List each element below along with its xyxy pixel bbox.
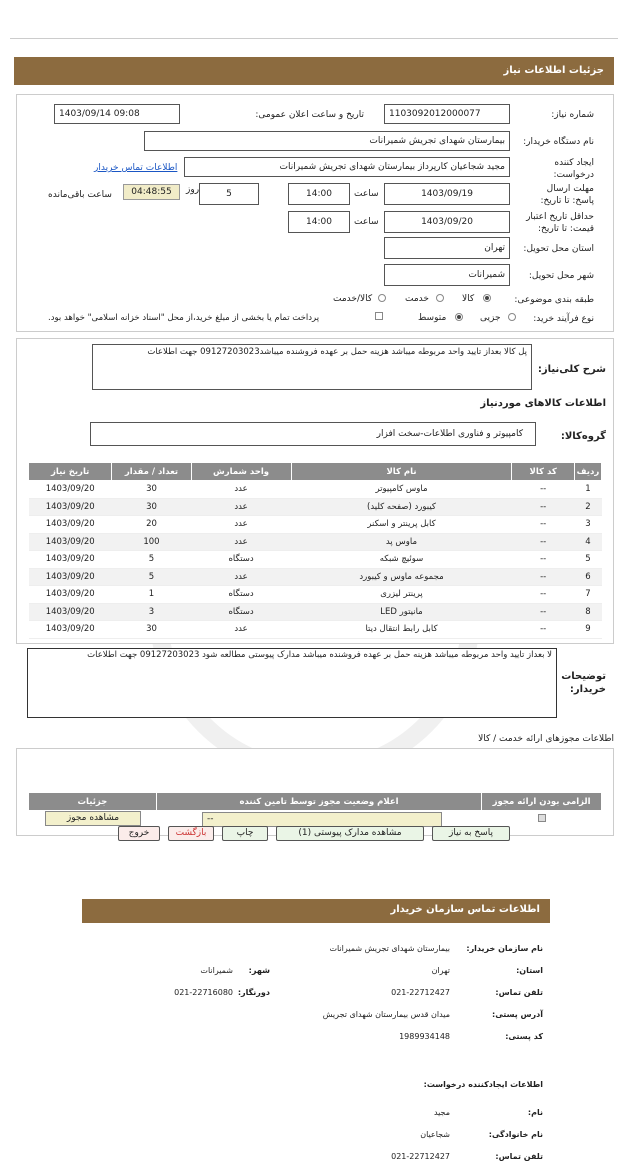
item-unit: دستگاه — [191, 586, 291, 604]
item-date: 1403/09/20 — [29, 568, 112, 586]
cat-service-radio[interactable] — [436, 294, 444, 305]
contact-section-title: اطلاعات تماس سازمان خریدار — [82, 899, 550, 923]
item-code: -- — [512, 603, 575, 621]
contact-postal-value: 1989934148 — [399, 1032, 450, 1041]
item-qty: 5 — [112, 568, 191, 586]
item-date: 1403/09/20 — [29, 516, 112, 534]
creator-title: اطلاعات ایجادکننده درخواست: — [423, 1080, 543, 1089]
permits-title: اطلاعات مجوزهای ارائه خدمت / کالا — [478, 734, 614, 744]
validity-time-label: ساعت — [354, 217, 379, 227]
page-title: جزئيات اطلاعات نياز — [14, 57, 614, 85]
item-date: 1403/09/20 — [29, 586, 112, 604]
item-code: -- — [512, 568, 575, 586]
row-number: 4 — [574, 533, 601, 551]
items-table-header — [29, 463, 602, 481]
permit-required-header: الزامی بودن ارائه مجوز — [482, 793, 602, 811]
col-code: کد کالا — [512, 463, 575, 481]
goods-group-field: کامپیوتر و فناوری اطلاعات-سخت افزار — [90, 422, 536, 446]
remaining-label: ساعت باقی‌مانده — [48, 190, 112, 200]
deadline-label: مهلت ارسال پاسخ: تا تاریخ: — [540, 184, 594, 206]
buyer-notes-label: توضیحات خریدار: — [561, 671, 606, 695]
item-name: پرینتر لیزری — [291, 586, 512, 604]
contact-fax-label: دورنگار: — [237, 988, 270, 997]
row-number: 9 — [574, 621, 601, 639]
item-qty: 1 — [112, 586, 191, 604]
item-code: -- — [512, 481, 575, 499]
item-qty: 5 — [112, 551, 191, 569]
item-name: کابل رابط انتقال دیتا — [291, 621, 512, 639]
item-unit: عدد — [191, 481, 291, 499]
col-date: تاریخ نیاز — [29, 463, 112, 481]
remaining-time-badge: 04:48:55 — [123, 184, 180, 200]
table-row — [29, 586, 602, 604]
contact-fax-value: 021-22716080 — [174, 988, 233, 997]
creator-phone-label: تلفن تماس: — [495, 1152, 543, 1161]
province-label: استان محل تحویل: — [523, 244, 594, 254]
cat-service-label: خدمت — [405, 294, 429, 304]
item-date: 1403/09/20 — [29, 621, 112, 639]
requester-label: ایجاد کننده درخواست: — [553, 158, 594, 180]
row-number: 8 — [574, 603, 601, 621]
process-label: نوع فرآیند خرید: — [533, 314, 594, 324]
days-label: روز — [186, 185, 200, 195]
item-unit: عدد — [191, 568, 291, 586]
row-number: 3 — [574, 516, 601, 534]
contact-address-label: آدرس پستی: — [492, 1010, 543, 1019]
creator-name-value: مجید — [433, 1108, 450, 1117]
requester-field: مجید شجاعیان کارپرداز بیمارستان شهدای تجریش شمیرانات — [184, 157, 510, 177]
permit-status-field[interactable]: -- — [202, 812, 442, 827]
contact-org-label: نام سازمان خریدار: — [466, 944, 543, 953]
creator-name-label: نام: — [527, 1108, 543, 1117]
items-table — [28, 462, 602, 639]
item-date: 1403/09/20 — [29, 498, 112, 516]
row-number: 7 — [574, 586, 601, 604]
contact-province-label: استان: — [516, 966, 543, 975]
item-qty: 20 — [112, 516, 191, 534]
buyer-org-label: نام دستگاه خریدار: — [523, 137, 594, 147]
table-row — [29, 481, 602, 499]
table-row — [29, 498, 602, 516]
reply-button[interactable]: پاسخ به نیاز — [432, 826, 510, 841]
city-label: شهر محل تحویل: — [528, 271, 594, 281]
item-code: -- — [512, 533, 575, 551]
item-qty: 3 — [112, 603, 191, 621]
item-code: -- — [512, 586, 575, 604]
exit-button[interactable]: خروج — [118, 826, 160, 841]
deadline-time-label: ساعت — [354, 189, 379, 199]
top-divider — [10, 38, 618, 39]
item-name: کابل پرینتر و اسکنر — [291, 516, 512, 534]
table-row — [29, 533, 602, 551]
item-unit: دستگاه — [191, 551, 291, 569]
need-number-field: 1103092012000077 — [384, 104, 510, 124]
item-date: 1403/09/20 — [29, 533, 112, 551]
city-field: شمیرانات — [384, 264, 510, 286]
item-code: -- — [512, 621, 575, 639]
proc-partial-label: جزیی — [480, 313, 501, 323]
goods-section-title: اطلاعات کالاهای موردنیاز — [480, 398, 606, 409]
validity-label: حداقل تاریخ اعتبار قیمت: تا تاریخ: — [526, 212, 594, 234]
col-name: نام کالا — [291, 463, 512, 481]
need-number-label: شماره نیاز: — [551, 110, 594, 120]
permit-required-checkbox[interactable] — [538, 814, 546, 825]
col-row: ردیف — [574, 463, 601, 481]
item-code: -- — [512, 498, 575, 516]
buyer-org-field: بیمارستان شهدای تجریش شمیرانات — [144, 131, 510, 151]
item-qty: 30 — [112, 498, 191, 516]
permit-details-header: جزئیات — [29, 793, 157, 811]
contact-province-value: تهران — [431, 966, 450, 975]
proc-partial-radio[interactable] — [508, 313, 516, 324]
item-name: ماوس پد — [291, 533, 512, 551]
days-field: 5 — [199, 183, 259, 205]
attachments-button[interactable]: مشاهده مدارک پیوستی (1) — [276, 826, 424, 841]
col-qty: تعداد / مقدار — [112, 463, 191, 481]
creator-family-label: نام خانوادگی: — [488, 1130, 543, 1139]
contact-phone-value: 021-22712427 — [391, 988, 450, 997]
description-label: شرح کلی‌نیاز: — [537, 364, 606, 375]
item-unit: عدد — [191, 498, 291, 516]
row-number: 1 — [574, 481, 601, 499]
contact-phone-label: تلفن تماس: — [495, 988, 543, 997]
item-code: -- — [512, 516, 575, 534]
province-field: تهران — [384, 237, 510, 259]
payment-checkbox[interactable] — [375, 312, 383, 323]
item-qty: 30 — [112, 481, 191, 499]
item-name: ماوس کامپیوتر — [291, 481, 512, 499]
contact-postal-label: کد پستی: — [505, 1032, 543, 1041]
item-unit: عدد — [191, 621, 291, 639]
creator-phone-value: 021-22712427 — [391, 1152, 450, 1161]
description-textarea[interactable]: پل کالا بعداز تایید واحد مربوطه میباشد هزینه حمل بر عهده فروشنده میباشد09127203023 جهت اطلاعات — [92, 344, 532, 390]
buyer-notes-textarea[interactable]: لا بعداز تایید واحد مربوطه میباشد هزینه حمل بر عهده فروشنده میباشد مدارک پیوستی مطالعه شود 09127203023 جهت اطلاعات — [27, 648, 557, 718]
payment-note: پرداخت تمام یا بخشی از مبلغ خرید،از محل "اسناد خزانه اسلامی" خواهد بود. — [48, 313, 320, 323]
view-permit-button[interactable]: مشاهده مجوز — [45, 811, 141, 826]
goods-group-label: گروه‌کالا: — [560, 431, 606, 442]
row-number: 5 — [574, 551, 601, 569]
announce-field: 1403/09/14 09:08 — [54, 104, 180, 124]
contact-address-value: میدان قدس بیمارستان شهدای تجریش — [322, 1010, 450, 1019]
item-unit: عدد — [191, 533, 291, 551]
validity-date-field: 1403/09/20 — [384, 211, 510, 233]
creator-family-value: شجاعیان — [420, 1130, 450, 1139]
item-date: 1403/09/20 — [29, 551, 112, 569]
table-row — [29, 621, 602, 639]
item-unit: عدد — [191, 516, 291, 534]
category-label: طبقه بندی موضوعی: — [514, 295, 594, 305]
permit-status-header: اعلام وضعیت مجوز توسط تامین کننده — [156, 793, 481, 811]
permits-table — [28, 792, 602, 811]
item-name: مجموعه ماوس و کیبورد — [291, 568, 512, 586]
buyer-contact-link[interactable]: اطلاعات تماس خریدار — [94, 163, 178, 173]
validity-time-field: 14:00 — [288, 211, 350, 233]
table-row — [29, 551, 602, 569]
row-number: 2 — [574, 498, 601, 516]
col-unit: واحد شمارش — [191, 463, 291, 481]
announce-label: تاریخ و ساعت اعلان عمومی: — [255, 110, 364, 120]
item-qty: 30 — [112, 621, 191, 639]
row-number: 6 — [574, 568, 601, 586]
item-unit: دستگاه — [191, 603, 291, 621]
cat-goods-service-label: کالا/خدمت — [333, 294, 373, 304]
item-qty: 100 — [112, 533, 191, 551]
item-date: 1403/09/20 — [29, 603, 112, 621]
table-row — [29, 603, 602, 621]
item-name: مانیتور LED — [291, 603, 512, 621]
cat-goods-radio[interactable] — [483, 294, 491, 305]
proc-medium-label: متوسط — [418, 313, 447, 323]
cat-goods-service-radio[interactable] — [378, 294, 386, 305]
contact-org-value: بیمارستان شهدای تجریش شمیرانات — [329, 944, 450, 953]
deadline-date-field: 1403/09/19 — [384, 183, 510, 205]
contact-city-value: شمیرانات — [200, 966, 233, 975]
deadline-time-field: 14:00 — [288, 183, 350, 205]
proc-medium-radio[interactable] — [455, 313, 463, 324]
item-code: -- — [512, 551, 575, 569]
table-row — [29, 568, 602, 586]
contact-city-label: شهر: — [248, 966, 270, 975]
item-date: 1403/09/20 — [29, 481, 112, 499]
back-button[interactable]: بازگشت — [168, 826, 214, 841]
cat-goods-label: کالا — [462, 294, 475, 304]
table-row — [29, 516, 602, 534]
item-name: سوئیچ شبکه — [291, 551, 512, 569]
item-name: کیبورد (صفحه کلید) — [291, 498, 512, 516]
print-button[interactable]: چاپ — [222, 826, 268, 841]
